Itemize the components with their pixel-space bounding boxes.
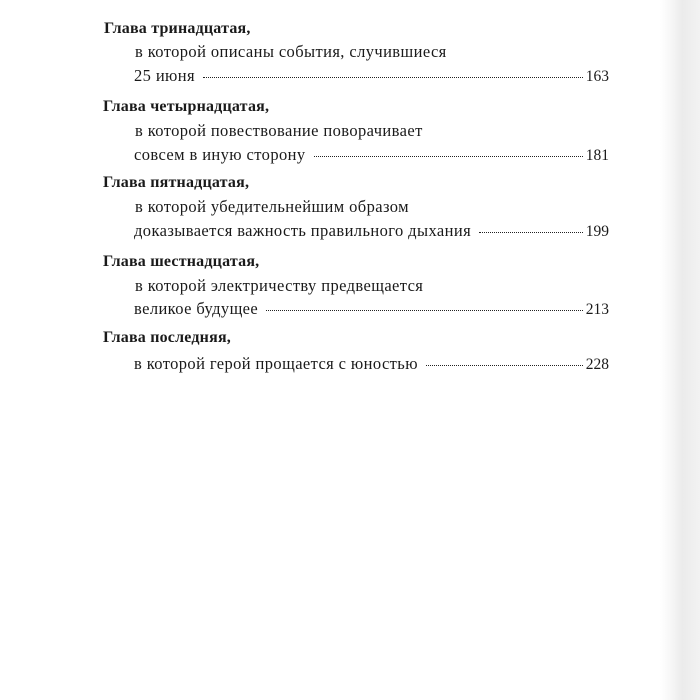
- page-number[interactable]: 213: [585, 301, 609, 318]
- chapter-description-line: в которой герой прощается с юностью: [134, 354, 418, 373]
- dot-leader: [203, 77, 583, 78]
- dot-leader: [426, 365, 583, 366]
- chapter-description-line: 25 июня: [134, 66, 196, 85]
- page-gutter-shadow: [660, 0, 700, 700]
- dot-leader: [314, 156, 583, 157]
- chapter-last-line: [134, 145, 609, 165]
- chapter-last-line: [134, 354, 609, 374]
- page-number[interactable]: 228: [585, 356, 609, 373]
- chapter-description-line: в которой электричеству предвещается: [135, 276, 424, 295]
- chapter-heading: Глава последняя,: [103, 329, 232, 346]
- page-number[interactable]: 181: [585, 147, 609, 164]
- chapter-heading: Глава четырнадцатая,: [103, 98, 270, 115]
- chapter-heading: Глава шестнадцатая,: [103, 253, 260, 270]
- chapter-last-line: [134, 299, 609, 319]
- chapter-description-line: совсем в иную сторону: [134, 145, 306, 164]
- page-number[interactable]: 199: [585, 223, 609, 240]
- chapter-description-line: в которой убедительнейшим образом: [135, 197, 409, 216]
- chapter-last-line: [134, 221, 609, 241]
- chapter-heading: Глава пятнадцатая,: [103, 174, 250, 191]
- chapter-description-line: в которой описаны события, случившиеся: [135, 42, 447, 61]
- page-number[interactable]: 163: [585, 68, 609, 85]
- chapter-description-line: великое будущее: [134, 299, 259, 318]
- chapter-heading: Глава тринадцатая,: [104, 20, 251, 37]
- dot-leader: [479, 232, 583, 233]
- dot-leader: [266, 310, 583, 311]
- chapter-description-line: в которой повествование поворачивает: [135, 121, 423, 140]
- chapter-last-line: [134, 66, 609, 86]
- chapter-description-line: доказывается важность правильного дыхания: [134, 221, 472, 240]
